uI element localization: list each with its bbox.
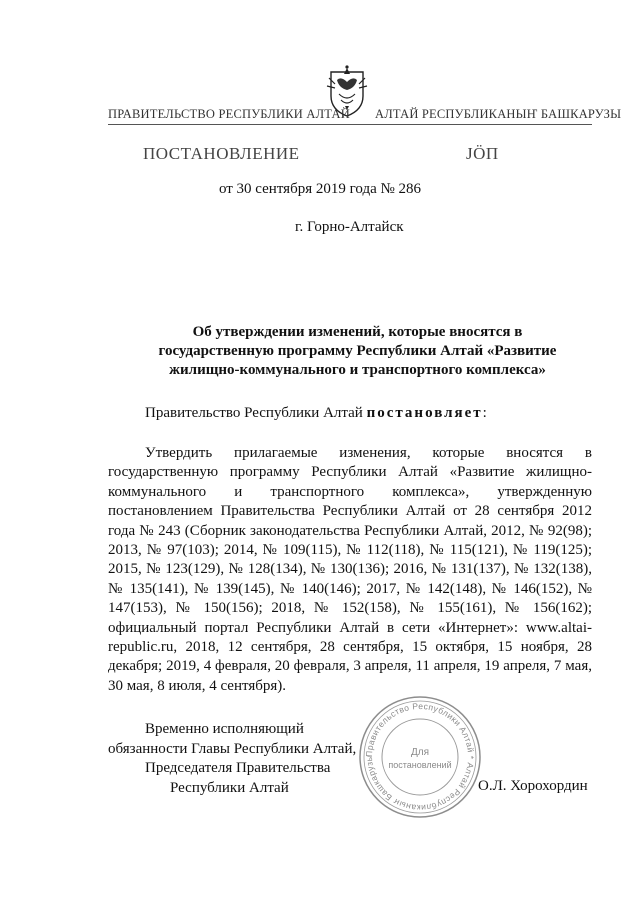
header-org-name-alt: АЛТАЙ РЕСПУБЛИКАНЫҤ БАШКАРУЗЫ (375, 107, 622, 121)
signature-line-2: обязанности Главы Республики Алтай, (108, 740, 357, 757)
doc-type-ru: ПОСТАНОВЛЕНИЕ (143, 144, 300, 163)
official-stamp (355, 692, 485, 822)
preamble (145, 405, 487, 422)
signature-block (108, 720, 356, 798)
date-line: от 30 сентября 2019 года № 286 (218, 181, 422, 197)
signature-line-4: Республики Алтай (170, 779, 289, 796)
stamp-center-line-2: постановлений (388, 760, 452, 770)
stamp-center-line-1: Для (410, 747, 430, 758)
document-title: Об утверждении изменений, которые вносятся в государственную программу Республики Алтай «Развитие жилищно-коммунального и транспортного комплекса» (158, 324, 557, 378)
preamble-keyword: постановляет (366, 405, 483, 421)
preamble-suffix: : (482, 405, 487, 421)
signature-line-1: Временно исполняющий (145, 721, 304, 737)
signature-line-3: Председателя Правительства (145, 760, 331, 776)
body-paragraph: Утвердить прилагаемые изменения, которые вносятся в государственную программу Республики Алтай «Развитие жилищно-коммунального и транспортного комплекса», утвержденную постановлением Правительства Республики Алтай от 28 сентября 2012 года № 243 (Сборник законодательства Республики Алтай, 2012, № 92(98); 2013, № 97(103); 2014, № 109(115), № 112(118), № 115(121), № 119(125); 2015, № 123(129), № 128(134), № 130(136); 2016, № 131(137), № 132(138), № 135(141), № 139(145), № 140(146); 2017, № 142(148), № 146(152), № 147(153), № 150(156); 2018, № 152(158), № 155(161), № 156(162); официальный портал Республики Алтай в сети «Интернет»: www.altai-republic.ru, 2018, 12 сентября, 28 сентября, 15 октября, 15 ноября, 28 декабря; 2019, 4 февраля, 20 февраля, 3 апреля, 11 апреля, 19 апреля, 7 мая, 30 мая, 8 июля, 4 сентября). (108, 445, 592, 694)
city: г. Горно-Алтайск (295, 219, 404, 235)
header-org-name-ru: ПРАВИТЕЛЬСТВО РЕСПУБЛИКИ АЛТАЙ (108, 107, 350, 121)
doc-type-alt: ЈӦП (466, 144, 499, 163)
signer-name: О.Л. Хорохордин (478, 778, 588, 794)
preamble-text: Правительство Республики Алтай (145, 405, 367, 421)
header-divider (108, 124, 592, 125)
stamp-ring-text: Правительство Республики Алтай * Алтай Республиканыҥ Башкарузы (363, 700, 477, 814)
